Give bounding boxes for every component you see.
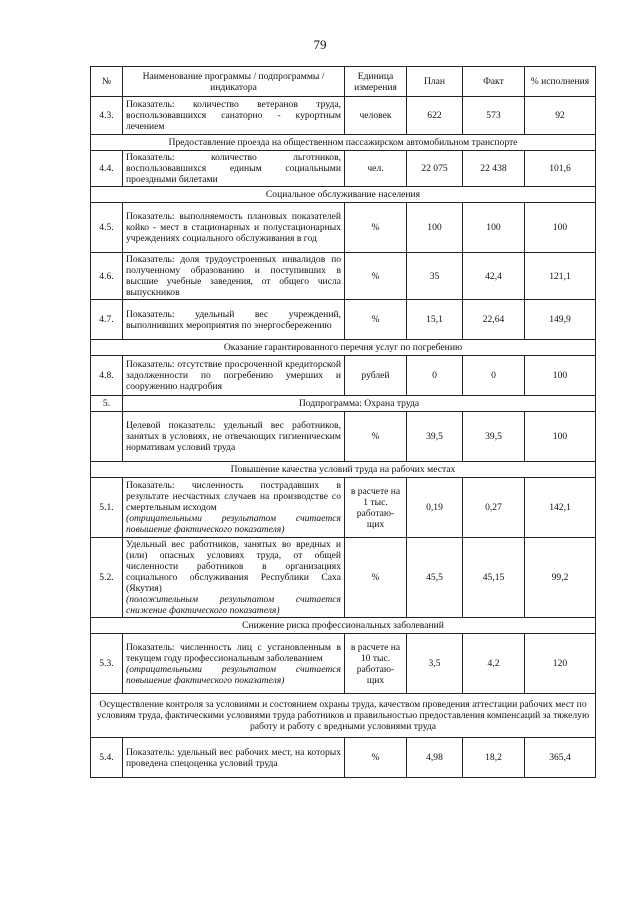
plan-cell: 622 (407, 97, 463, 135)
page-number: 79 (313, 37, 327, 52)
row-number: 4.3. (91, 97, 123, 135)
header-unit: Единица измерения (345, 67, 407, 97)
subprogram-title: Подпрограмма: Охрана труда (123, 396, 596, 412)
row-number: 5.4. (91, 738, 123, 778)
fact-cell: 45,15 (463, 538, 525, 618)
unit-cell: в расчете на 10 тыс. работаю- щих (345, 634, 407, 694)
fact-cell: 22 438 (463, 151, 525, 187)
fact-cell: 42,4 (463, 253, 525, 300)
section-title: Предоставление проезда на общественном пассажирском автомобильном транспорте (91, 135, 596, 151)
pct-cell: 142,1 (525, 478, 596, 538)
indicator-name (123, 356, 345, 396)
table-row (91, 151, 596, 187)
unit-cell: % (345, 253, 407, 300)
row-number: 4.7. (91, 300, 123, 340)
section-row (91, 462, 596, 478)
pct-cell: 100 (525, 412, 596, 462)
indicator-name (123, 300, 345, 340)
pct-cell: 121,1 (525, 253, 596, 300)
indicator-name (123, 412, 345, 462)
pct-cell: 100 (525, 203, 596, 253)
row-number: 4.4. (91, 151, 123, 187)
section-row (91, 694, 596, 738)
indicator-name (123, 203, 345, 253)
plan-cell: 3,5 (407, 634, 463, 694)
indicator-text: Удельный вес работников, занятых во вредных и (или) опасных условиях труда, от общей численности работников в организациях социального обслуживания Республики Саха (Якутия) (126, 539, 341, 594)
table-row (91, 203, 596, 253)
table-row (91, 356, 596, 396)
indicator-text: Показатель: численность пострадавших в результате несчастных случаев на производстве со смертельным исходом (126, 480, 341, 513)
fact-cell: 100 (463, 203, 525, 253)
plan-cell: 39,5 (407, 412, 463, 462)
indicator-name (123, 538, 345, 618)
header-name: Наименование программы / подпрограммы / индикатора (123, 67, 345, 97)
unit-cell: % (345, 538, 407, 618)
pct-cell: 100 (525, 356, 596, 396)
row-number: 4.6. (91, 253, 123, 300)
pct-cell: 101,6 (525, 151, 596, 187)
fact-cell: 573 (463, 97, 525, 135)
header-plan: План (407, 67, 463, 97)
pct-cell: 365,4 (525, 738, 596, 778)
plan-cell: 0 (407, 356, 463, 396)
indicator-note: (положительным результатом считается снижение фактического показателя) (126, 594, 341, 616)
table-row (91, 253, 596, 300)
table-row (91, 738, 596, 778)
table-row (91, 300, 596, 340)
row-number: 4.5. (91, 203, 123, 253)
indicator-name (123, 738, 345, 778)
indicator-text: Показатель: удельный вес рабочих мест, на которых проведена спецоценка условий труда (126, 746, 341, 769)
section-row (91, 340, 596, 356)
subprogram-row (91, 396, 596, 412)
indicator-text: Показатель: отсутствие просроченной кредиторской задолженности по погребению умерших и сооружению надгробия (126, 359, 341, 392)
unit-cell: в расчете на 1 тыс. работаю- щих (345, 478, 407, 538)
row-number (91, 412, 123, 462)
plan-cell: 4,98 (407, 738, 463, 778)
indicator-note: (отрицательными результатом считается повышение фактического показателя) (126, 663, 341, 686)
fact-cell: 18,2 (463, 738, 525, 778)
plan-cell: 35 (407, 253, 463, 300)
indicator-name (123, 634, 345, 694)
table-row (91, 538, 596, 618)
section-title: Осуществление контроля за условиями и состоянием охраны труда, качеством проведения аттестации рабочих мест по условиям труда, фактическими условиями труда работников и правильностью предоставления компенсаций за тяжелую работу и работу с вредными условиями труда (91, 694, 596, 738)
fact-cell: 0,27 (463, 478, 525, 538)
header-num: № (91, 67, 123, 97)
section-row (91, 135, 596, 151)
pct-cell: 120 (525, 634, 596, 694)
section-row (91, 187, 596, 203)
plan-cell: 45,5 (407, 538, 463, 618)
fact-cell: 0 (463, 356, 525, 396)
indicator-text: Показатель: выполняемость плановых показателей койко - мест в стационарных и полустационарных учреждениях социального обслуживания в год (126, 211, 341, 244)
header-fact: Факт (463, 67, 525, 97)
unit-cell: % (345, 412, 407, 462)
section-title: Снижение риска профессиональных заболеваний (91, 618, 596, 634)
plan-cell: 100 (407, 203, 463, 253)
indicator-name (123, 97, 345, 135)
fact-cell: 4,2 (463, 634, 525, 694)
pct-cell: 99,2 (525, 538, 596, 618)
unit-cell: рублей (345, 356, 407, 396)
row-number: 5. (91, 396, 123, 412)
unit-cell: человек (345, 97, 407, 135)
section-title: Оказание гарантированного перечня услуг по погребению (91, 340, 596, 356)
indicator-text: Целевой показатель: удельный вес работников, занятых в условиях, не отвечающих гигиеническим нормативам условий труда (126, 420, 341, 453)
indicator-name (123, 151, 345, 187)
row-number: 4.8. (91, 356, 123, 396)
indicators-table (90, 66, 596, 778)
row-number: 5.1. (91, 478, 123, 538)
unit-cell: % (345, 738, 407, 778)
row-number: 5.2. (91, 538, 123, 618)
indicator-text: Показатель: доля трудоустроенных инвалидов по полученному образованию и поступивших в высшие учебные заведения, от общего числа выпускников (126, 254, 341, 298)
table-row (91, 478, 596, 538)
unit-cell: чел. (345, 151, 407, 187)
indicator-name (123, 478, 345, 538)
pct-cell: 92 (525, 97, 596, 135)
section-title: Социальное обслуживание населения (91, 187, 596, 203)
header-pct: % исполнения (525, 67, 596, 97)
fact-cell: 39,5 (463, 412, 525, 462)
table-row (91, 634, 596, 694)
plan-cell: 0,19 (407, 478, 463, 538)
pct-cell: 149,9 (525, 300, 596, 340)
indicator-note: (отрицательными результатом считается повышение фактического показателя) (126, 513, 341, 535)
unit-cell: % (345, 203, 407, 253)
row-number: 5.3. (91, 634, 123, 694)
indicator-name (123, 253, 345, 300)
plan-cell: 15,1 (407, 300, 463, 340)
indicator-text: Показатель: количество ветеранов труда, воспользовавшихся санаторно - курортным лечением (126, 99, 341, 132)
table-header-row (91, 67, 596, 97)
indicator-text: Показатель: количество льготников, воспользовавшихся единым социальными проездными билетами (126, 152, 341, 185)
section-title: Повышение качества условий труда на рабочих местах (91, 462, 596, 478)
fact-cell: 22,64 (463, 300, 525, 340)
table-row (91, 412, 596, 462)
indicator-text: Показатель: удельный вес учреждений, выполнивших мероприятия по энергосбережению (126, 308, 341, 331)
indicator-text: Показатель: численность лиц с установленным в текущем году профессиональным заболеванием (126, 641, 341, 664)
table-row (91, 97, 596, 135)
section-row (91, 618, 596, 634)
unit-cell: % (345, 300, 407, 340)
plan-cell: 22 075 (407, 151, 463, 187)
